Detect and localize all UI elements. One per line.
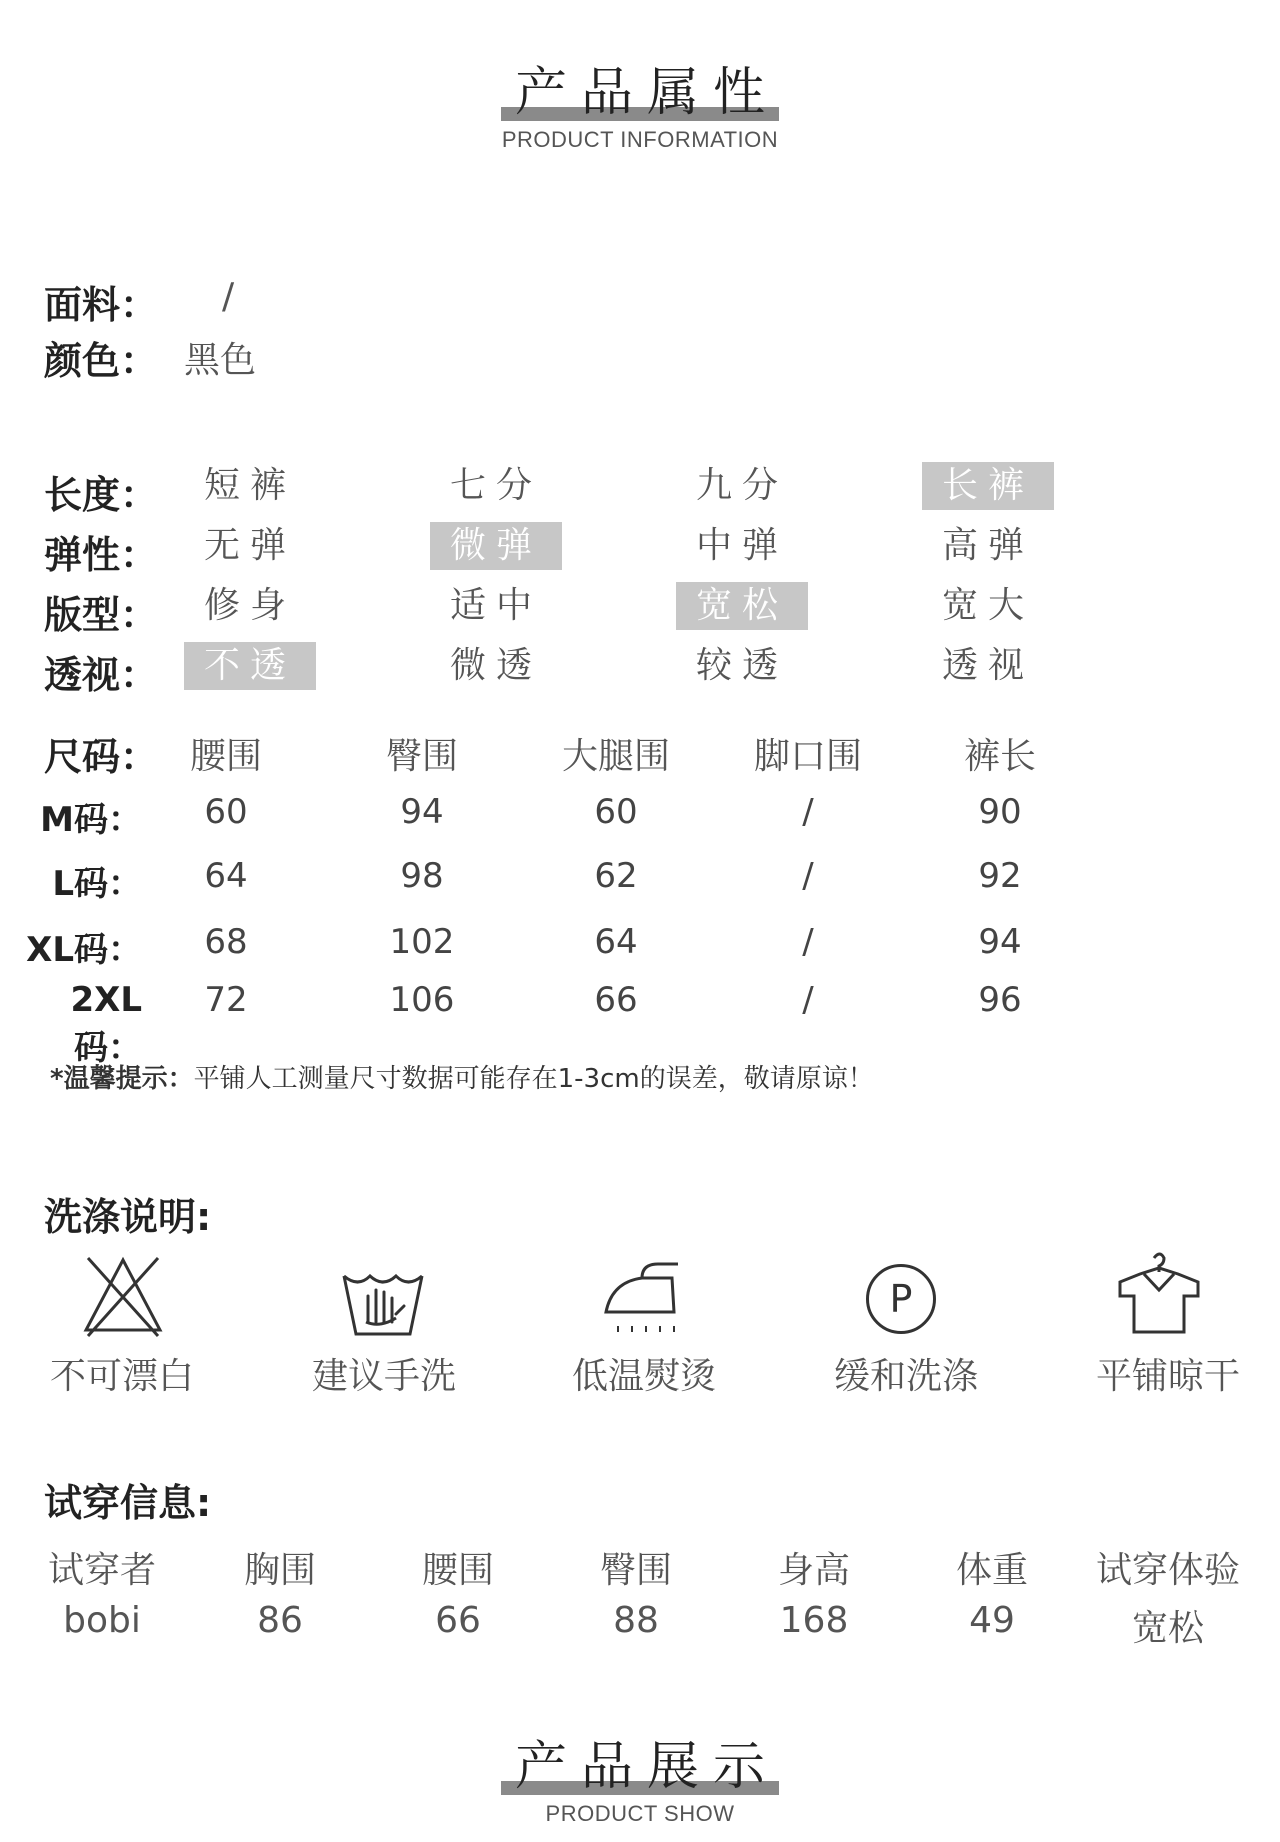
size-cell: 102 bbox=[389, 922, 455, 962]
size-cell: / bbox=[802, 792, 814, 832]
attribute-option: 短裤 bbox=[203, 465, 296, 506]
size-row-label: XL码： bbox=[26, 930, 142, 970]
attribute-option: 较透 bbox=[695, 645, 788, 686]
section-title: 产品展示 bbox=[514, 1737, 779, 1797]
fitting-value: 86 bbox=[257, 1600, 303, 1641]
fitting-header: 臀围 bbox=[599, 1550, 672, 1591]
fitting-value: 49 bbox=[969, 1600, 1015, 1641]
product-show-header bbox=[0, 1724, 1280, 1827]
size-cell: 96 bbox=[978, 980, 1022, 1020]
product-info-header bbox=[0, 50, 1280, 153]
low-iron-icon bbox=[598, 1256, 688, 1346]
fitting-header: 体重 bbox=[955, 1550, 1028, 1591]
size-label: 尺码： bbox=[44, 735, 159, 779]
fitting-value: 168 bbox=[779, 1600, 849, 1641]
attribute-label: 版型： bbox=[44, 593, 159, 637]
attribute-option-selected: 不透 bbox=[184, 642, 316, 690]
size-column-header: 大腿围 bbox=[561, 736, 670, 777]
size-cell: 106 bbox=[389, 980, 455, 1020]
size-cell: / bbox=[802, 922, 814, 962]
size-cell: 98 bbox=[400, 856, 444, 896]
care-label: 缓和洗涤 bbox=[833, 1356, 978, 1397]
size-column-header: 裤长 bbox=[963, 736, 1036, 777]
attribute-option: 无弹 bbox=[203, 525, 296, 566]
size-cell: 64 bbox=[204, 856, 248, 896]
size-cell: 72 bbox=[204, 980, 248, 1020]
size-row-label: 2XL码： bbox=[70, 980, 142, 1068]
attribute-option: 中弹 bbox=[695, 525, 788, 566]
fitting-header: 腰围 bbox=[421, 1550, 494, 1591]
attribute-option: 高弹 bbox=[941, 525, 1034, 566]
care-title: 洗涤说明: bbox=[44, 1195, 212, 1239]
care-label: 平铺晾干 bbox=[1095, 1356, 1240, 1397]
color-label: 颜色： bbox=[44, 339, 159, 383]
size-row-label: L码： bbox=[52, 864, 142, 904]
care-label: 不可漂白 bbox=[49, 1356, 194, 1397]
attribute-option-selected: 长裤 bbox=[922, 462, 1054, 510]
size-cell: 62 bbox=[594, 856, 638, 896]
care-label: 建议手洗 bbox=[311, 1356, 456, 1397]
attribute-option-selected: 宽松 bbox=[676, 582, 808, 630]
attribute-option: 透视 bbox=[941, 645, 1034, 686]
fitting-value: 88 bbox=[613, 1600, 659, 1641]
fitting-value: 66 bbox=[435, 1600, 481, 1641]
measurement-note bbox=[50, 1058, 874, 1095]
note-prefix: *温馨提示： bbox=[50, 1064, 194, 1094]
fitting-header: 试穿者 bbox=[47, 1550, 156, 1591]
fitting-value: 宽松 bbox=[1131, 1608, 1204, 1649]
section-title: 产品属性 bbox=[514, 63, 779, 123]
fabric-label: 面料： bbox=[44, 283, 159, 327]
no-bleach-icon bbox=[78, 1252, 168, 1342]
attribute-option: 适中 bbox=[449, 585, 542, 626]
size-cell: 60 bbox=[594, 792, 638, 832]
attribute-label: 透视： bbox=[44, 653, 159, 697]
care-label: 低温熨烫 bbox=[571, 1356, 716, 1397]
size-cell: 60 bbox=[204, 792, 248, 832]
section-subtitle: PRODUCT INFORMATION bbox=[501, 127, 779, 152]
fitting-title: 试穿信息: bbox=[44, 1481, 212, 1525]
size-cell: 68 bbox=[204, 922, 248, 962]
attribute-option-selected: 微弹 bbox=[430, 522, 562, 570]
flat-dry-icon bbox=[1114, 1248, 1204, 1338]
size-cell: 66 bbox=[594, 980, 638, 1020]
hand-wash-icon bbox=[338, 1262, 428, 1352]
attribute-label: 弹性： bbox=[44, 533, 159, 577]
fitting-header: 胸围 bbox=[243, 1550, 316, 1591]
size-column-header: 脚口围 bbox=[753, 736, 862, 777]
attribute-option: 七分 bbox=[449, 465, 542, 506]
fitting-header: 身高 bbox=[777, 1550, 850, 1591]
section-subtitle: PRODUCT SHOW bbox=[545, 1801, 735, 1826]
fitting-value: bobi bbox=[63, 1600, 141, 1641]
note-text: 平铺人工测量尺寸数据可能存在1-3cm的误差，敬请原谅！ bbox=[193, 1064, 874, 1094]
attribute-label: 长度： bbox=[44, 473, 159, 517]
size-cell: 92 bbox=[978, 856, 1022, 896]
size-cell: 94 bbox=[978, 922, 1022, 962]
size-column-header: 臀围 bbox=[385, 736, 458, 777]
size-column-header: 腰围 bbox=[189, 736, 262, 777]
size-cell: 64 bbox=[594, 922, 638, 962]
attribute-option: 九分 bbox=[695, 465, 788, 506]
size-row-label: M码： bbox=[40, 800, 142, 840]
size-cell: / bbox=[802, 856, 814, 896]
attribute-option: 修身 bbox=[203, 585, 296, 626]
size-cell: 90 bbox=[978, 792, 1022, 832]
attribute-option: 微透 bbox=[449, 645, 542, 686]
fitting-header: 试穿体验 bbox=[1095, 1550, 1240, 1591]
color-value: 黑色 bbox=[184, 340, 257, 381]
size-cell: / bbox=[802, 980, 814, 1020]
attribute-option: 宽大 bbox=[941, 585, 1034, 626]
size-cell: 94 bbox=[400, 792, 444, 832]
fabric-value: / bbox=[222, 276, 235, 317]
gentle-wash-icon: P bbox=[866, 1264, 936, 1334]
